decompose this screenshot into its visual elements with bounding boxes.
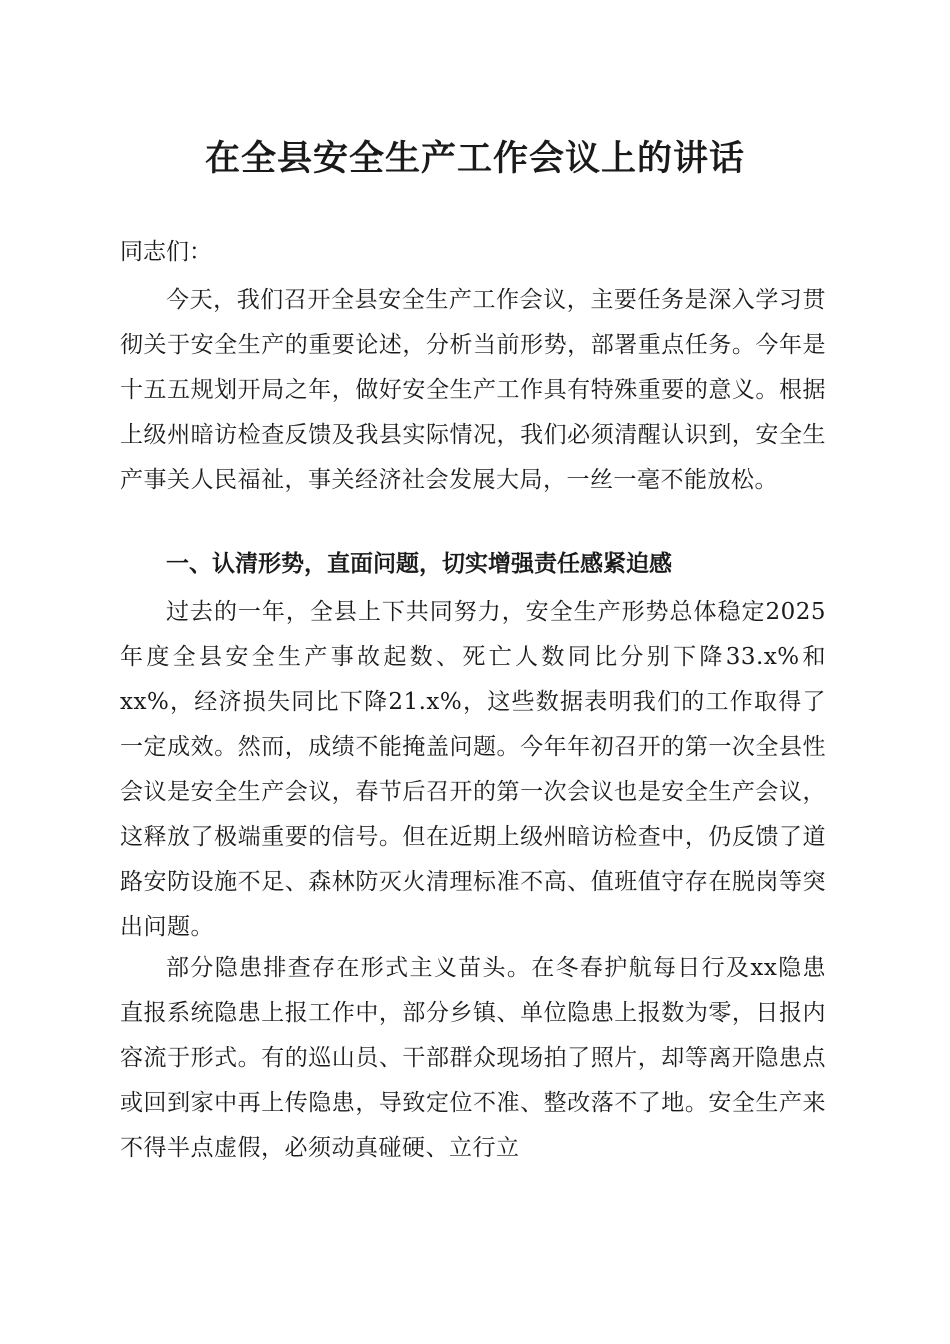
section-heading: 一、认清形势，直面问题，切实增强责任感紧迫感 (166, 551, 672, 577)
salutation: 同志们： (120, 239, 212, 265)
paragraph-hazard-check: 部分隐患排查存在形式主义苗头。在冬春护航每日行及xx隐患直报系统隐患上报工作中，部分乡镇、单位隐患上报数为零，日报内容流于形式。有的巡山员、干部群众现场拍了照片，却等离开隐患点或回到家中再上传隐患，导致定位不准、整改落不了地。安全生产来不得半点虚假，必须动真碰硬、立行立 (120, 955, 826, 1161)
document-title: 在全县安全生产工作会议上的讲话 (204, 138, 745, 179)
paragraph-situation: 过去的一年，全县上下共同努力，安全生产形势总体稳定2025年度全县安全生产事故起数、死亡人数同比分别下降33.x%和xx%，经济损失同比下降21.x%，这些数据表明我们的工作取得了一定成效。然而，成绩不能掩盖问题。今年年初召开的第一次全县性会议是安全生产会议，春节后召开的第一次会议也是安全生产会议，这释放了极端重要的信号。但在近期上级州暗访检查中，仍反馈了道路安防设施不足、森林防灭火清理标准不高、值班值守存在脱岗等突出问题。 (120, 599, 826, 940)
paragraph-intro: 今天，我们召开全县安全生产工作会议，主要任务是深入学习贯彻关于安全生产的重要论述，分析当前形势，部署重点任务。今年是十五五规划开局之年，做好安全生产工作具有特殊重要的意义。根据上级州暗访检查反馈及我县实际情况，我们必须清醒认识到，安全生产事关人民福祉，事关经济社会发展大局，一丝一毫不能放松。 (120, 287, 826, 493)
